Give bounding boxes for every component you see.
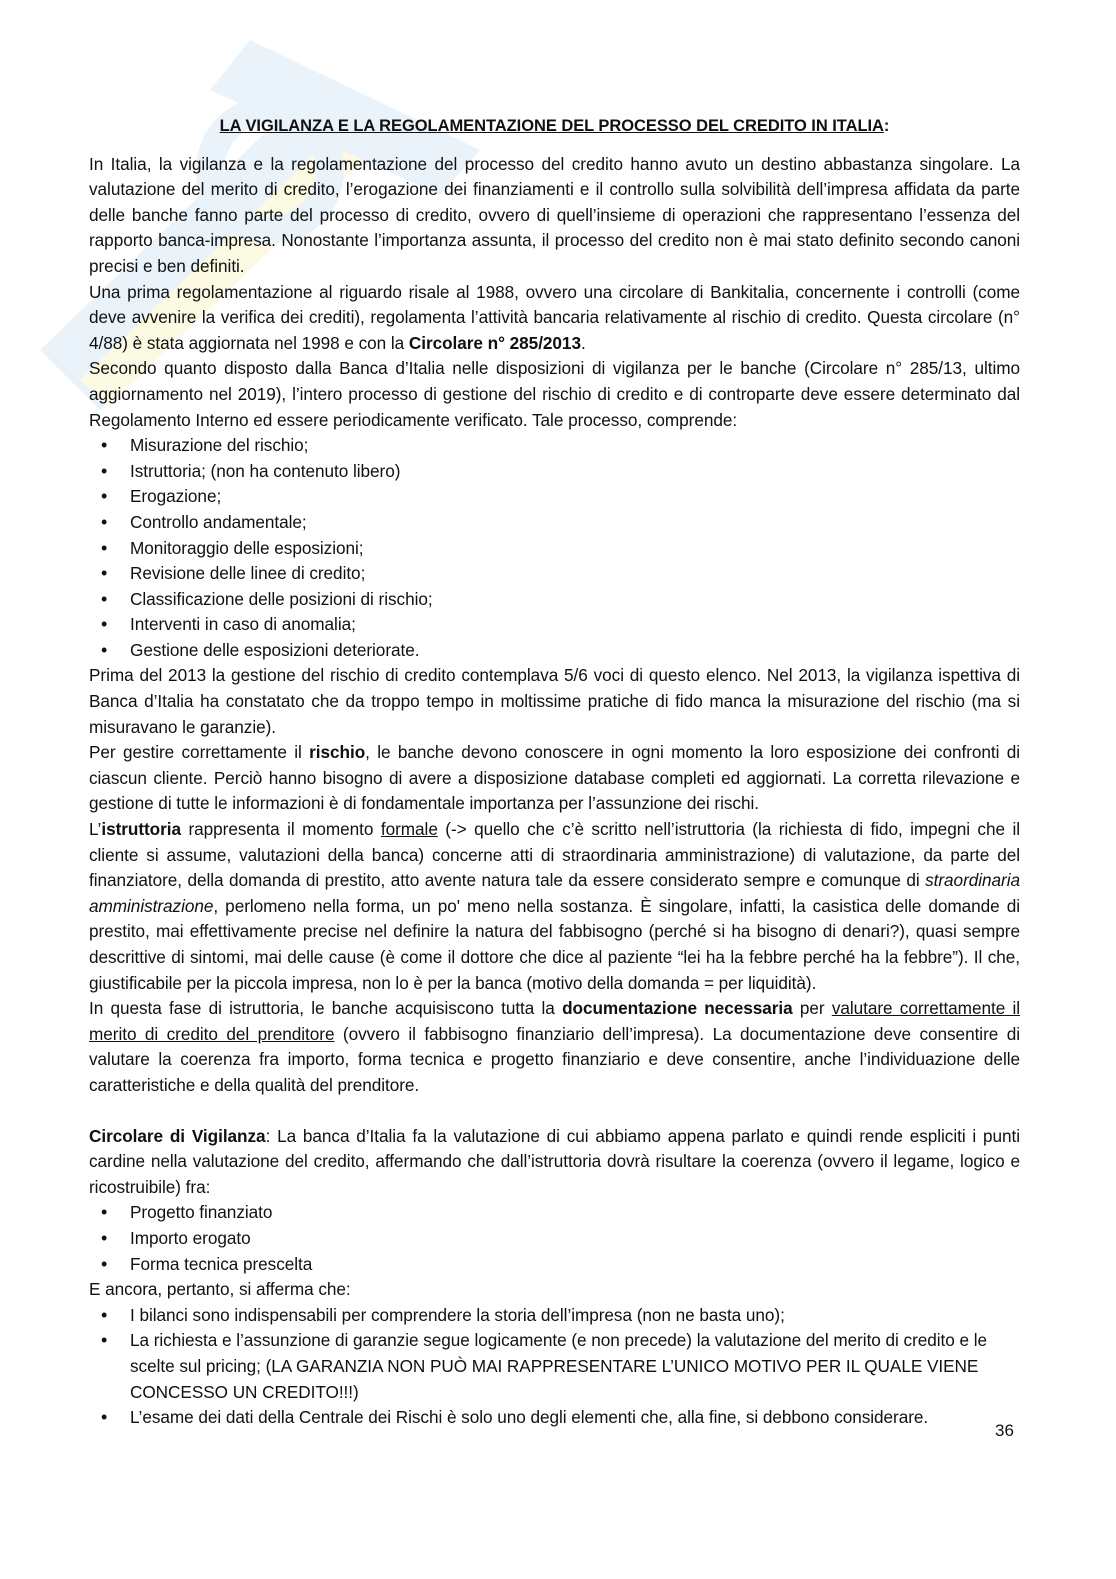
paragraph-documentation: In questa fase di istruttoria, le banche acquisiscono tutta la documentazione necessaria per valutare correttamente il merito di credito del prenditore (ovvero il fabbisogno finanziario dell’impresa). La documentazione deve consentire di valutare la coerenza fra importo, forma tecnica e progetto finanziario e deve consentire, anche l’individuazione delle caratteristiche e della qualità del prenditore. bbox=[89, 998, 1020, 1095]
list-item: • Controllo andamentale; bbox=[89, 510, 1020, 536]
list-item: • Forma tecnica prescelta bbox=[89, 1252, 1020, 1278]
page-title: LA VIGILANZA E LA REGOLAMENTAZIONE DEL PROCESSO DEL CREDITO IN ITALIA: bbox=[219, 117, 890, 135]
list-item: • Revisione delle linee di credito; bbox=[89, 561, 1020, 587]
affirmations-list bbox=[89, 1303, 1020, 1431]
paragraph-regulation: Una prima regolamentazione al riguardo risale al 1988, ovvero una circolare di Bankitalia, concernente i controlli (come deve avvenire la verifica dei crediti), regolamenta l’attività bancaria relativamente al rischio di credito. Questa circolare (n° 4/88) è stata aggiornata nel 1998 e con la Circolare n° 285/2013. bbox=[89, 281, 1020, 353]
paragraph-risk: Per gestire correttamente il rischio, le banche devono conoscere in ogni momento la loro esposizione dei confronti di ciascun cliente. Perciò hanno bisogno di avere a disposizione database completi ed aggiornati. La corretta rilevazione e gestione di tutte le informazioni è di fondamentale importanza per l’assunzione dei rischi. bbox=[89, 742, 1020, 814]
document-page bbox=[89, 114, 1020, 1431]
paragraph-circolare: Circolare di Vigilanza: La banca d’Italia fa la valutazione di cui abbiamo appena parlato e quindi rende espliciti i punti cardine nella valutazione del credito, affermando che dall’istruttoria dovrà risultare la coerenza (ovvero il legame, logico e ricostruibile) fra: bbox=[89, 1125, 1020, 1197]
paragraph-2013: Prima del 2013 la gestione del rischio di credito contemplava 5/6 voci di questo elenco. Nel 2013, la vigilanza ispettiva di Banca d’Italia ha constatato che da troppo tempo in moltissime pratiche di fido manca la misurazione del rischio (ma si misuravano le garanzie). bbox=[89, 665, 1020, 737]
list-item: • Istruttoria; (non ha contenuto libero) bbox=[89, 459, 1020, 485]
paragraph-bank-italy: Secondo quanto disposto dalla Banca d’Italia nelle disposizioni di vigilanza per le banche (Circolare n° 285/13, ultimo aggiornamento nel 2019), l’intero processo di gestione del rischio di credito e di controparte deve essere determinato dal Regolamento Interno ed essere periodicamente verificato. Tale processo, comprende: bbox=[89, 358, 1020, 430]
list-item: • Progetto finanziato bbox=[89, 1200, 1020, 1226]
list-item: • Misurazione del rischio; bbox=[89, 433, 1020, 459]
list-item: • Interventi in caso di anomalia; bbox=[89, 612, 1020, 638]
process-list bbox=[89, 433, 1020, 663]
list-item: • L’esame dei dati della Centrale dei Rischi è solo uno degli elementi che, alla fine, si debbono considerare. bbox=[89, 1405, 1020, 1431]
paragraph-istruttoria: L’istruttoria rappresenta il momento formale (-> quello che c’è scritto nell’istruttoria (la richiesta di fido, impegni che il cliente si assume, valutazioni della banca) concerne atti di straordinaria amministrazione) di valutazione, da parte del finanziatore, della domanda di prestito, atto avente natura tale da essere considerato sempre e comunque di straordinaria amministrazione, perlomeno nella forma, un po' meno nella sostanza. È singolare, infatti, la casistica delle domande di prestito, mai effettivamente precise nel definire la natura del fabbisogno (perché si ha bisogno di denari?), quasi sempre descrittive di sintomi, mai delle cause (è come il dottore che dice al paziente “lei ha la febbre perché ha la febbre”). Il che, giustificabile per la piccola impresa, non lo è per la banca (motivo della domanda = per liquidità). bbox=[89, 819, 1020, 993]
list-item: • Importo erogato bbox=[89, 1226, 1020, 1252]
list-item: • La richiesta e l’assunzione di garanzie segue logicamente (e non precede) la valutazione del merito di credito e le scelte sul pricing; (LA GARANZIA NON PUÒ MAI RAPPRESENTARE L’UNICO MOTIVO PER IL QUALE VIENE CONCESSO UN CREDITO!!!) bbox=[89, 1328, 1020, 1405]
list-item: • I bilanci sono indispensabili per comprendere la storia dell’impresa (non ne basta uno); bbox=[89, 1303, 1020, 1329]
list-item: • Erogazione; bbox=[89, 484, 1020, 510]
coherence-list bbox=[89, 1200, 1020, 1277]
paragraph-intro: In Italia, la vigilanza e la regolamentazione del processo del credito hanno avuto un destino abbastanza singolare. La valutazione del merito di credito, l’erogazione dei finanziamenti e il controllo sulla solvibilità dell’impresa affidata da parte delle banche fanno parte del processo di credito, ovvero di quell’insieme di operazioni che rappresentano l’essenza del rapporto banca-impresa. Nonostante l’importanza assunta, il processo del credito non è mai stato definito secondo canoni precisi e ben definiti. bbox=[89, 153, 1020, 276]
list-item: • Gestione delle esposizioni deteriorate. bbox=[89, 638, 1020, 664]
paragraph-furthermore: E ancora, pertanto, si afferma che: bbox=[89, 1279, 351, 1300]
page-number: 36 bbox=[995, 1421, 1014, 1440]
list-item: • Monitoraggio delle esposizioni; bbox=[89, 536, 1020, 562]
list-item: • Classificazione delle posizioni di rischio; bbox=[89, 587, 1020, 613]
